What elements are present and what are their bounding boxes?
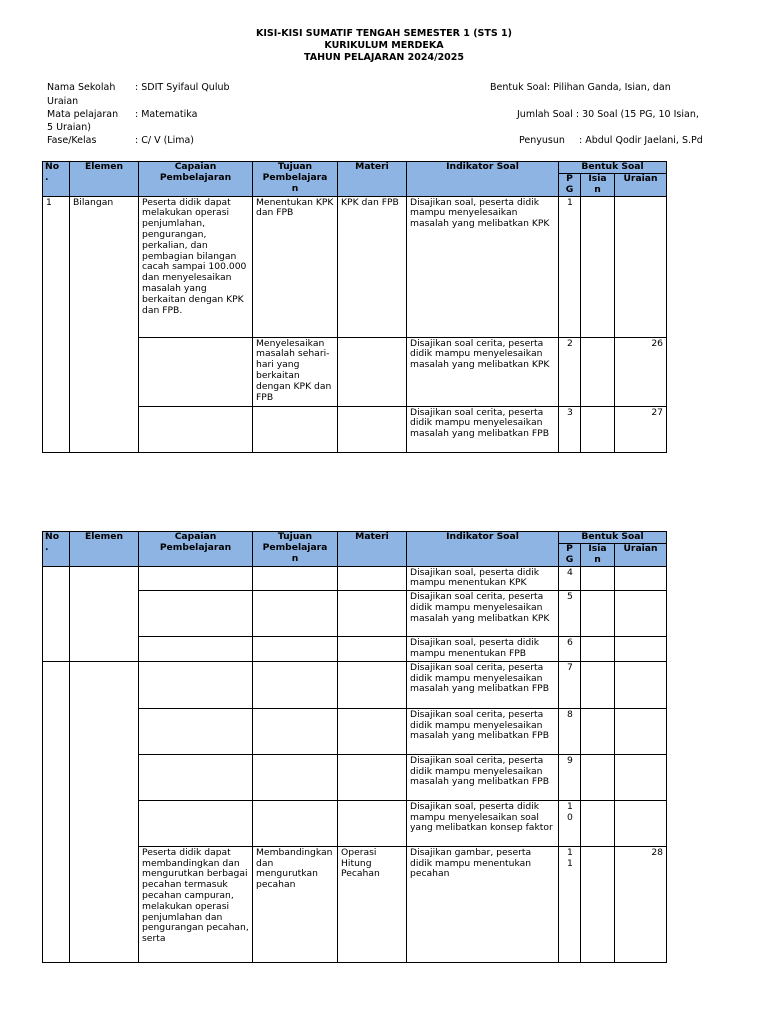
cell-tujuan (253, 591, 338, 637)
cell-uraian: 28 (615, 846, 667, 962)
cell-uraian (615, 196, 667, 337)
table-row (43, 661, 667, 708)
cell-tujuan (253, 406, 338, 452)
header-capaian: Capaian Pembelajaran (139, 162, 253, 197)
cell-pg: 11 (559, 846, 581, 962)
cell-pg: 2 (559, 337, 581, 406)
cell-no: 1 (43, 196, 70, 452)
form-text: Bentuk Soal: Pilihan Ganda, Isian, dan (490, 82, 671, 93)
header-indikator: Indikator Soal (407, 532, 559, 567)
cell-tujuan: Membandingkan dan mengurutkan pecahan (253, 846, 338, 962)
cell-indikator: Disajikan soal, peserta didik mampu menyelesaikan soal yang melibatkan konsep faktor (407, 800, 559, 846)
cell-pg: 5 (559, 591, 581, 637)
cell-materi (338, 708, 407, 754)
header-elemen: Elemen (70, 532, 139, 567)
header-bentuk-soal: Bentuk Soal (559, 532, 667, 544)
cell-uraian: 26 (615, 337, 667, 406)
cell-pg: 3 (559, 406, 581, 452)
cell-capaian: Peserta didik dapat membandingkan dan mengurutkan berbagai pecahan termasuk pecahan campuran, melakukan operasi penjumlahan dan pengurangan pecahan, serta (139, 846, 253, 962)
cell-isian (581, 754, 615, 800)
cell-tujuan (253, 637, 338, 662)
cell-materi: KPK dan FPB (338, 196, 407, 337)
cell-materi: Operasi Hitung Pecahan (338, 846, 407, 962)
cell-indikator: Disajikan soal cerita, peserta didik mampu menyelesaikan masalah yang melibatkan FPB (407, 406, 559, 452)
cell-capaian (139, 800, 253, 846)
header-materi: Materi (338, 532, 407, 567)
cell-indikator: Disajikan gambar, peserta didik mampu menentukan pecahan (407, 846, 559, 962)
cell-isian (581, 566, 615, 591)
cell-indikator: Disajikan soal cerita, peserta didik mampu menyelesaikan masalah yang melibatkan FPB (407, 708, 559, 754)
cell-materi (338, 591, 407, 637)
document-title (0, 28, 768, 64)
cell-uraian (615, 637, 667, 662)
cell-capaian (139, 337, 253, 406)
header-elemen: Elemen (70, 162, 139, 197)
cell-capaian (139, 708, 253, 754)
school-label: Nama Sekolah (47, 82, 116, 93)
count-text-continued: 5 Uraian) (47, 122, 91, 133)
cell-capaian (139, 637, 253, 662)
header-pg: P G (559, 544, 581, 567)
table-row (43, 566, 667, 591)
header-no: No . (43, 532, 70, 567)
cell-isian (581, 661, 615, 708)
cell-materi (338, 337, 407, 406)
grid-table-1 (42, 161, 667, 453)
cell-indikator: Disajikan soal cerita, peserta didik mampu menyelesaikan masalah yang melibatkan KPK (407, 337, 559, 406)
cell-capaian (139, 754, 253, 800)
cell-tujuan (253, 708, 338, 754)
cell-isian (581, 591, 615, 637)
cell-materi (338, 406, 407, 452)
cell-isian (581, 708, 615, 754)
cell-isian (581, 637, 615, 662)
cell-no (43, 661, 70, 962)
cell-elemen (70, 566, 139, 661)
cell-uraian (615, 754, 667, 800)
cell-tujuan: Menentukan KPK dan FPB (253, 196, 338, 337)
header-indikator: Indikator Soal (407, 162, 559, 197)
table-row (43, 196, 667, 337)
cell-capaian: Peserta didik dapat melakukan operasi penjumlahan, pengurangan, perkalian, dan pembagian bilangan cacah sampai 100.000 dan menyelesaikan masalah yang berkaitan dengan KPK dan FPB. (139, 196, 253, 337)
header-uraian: Uraian (615, 174, 667, 197)
school-value: : SDIT Syifaul Qulub (135, 82, 230, 93)
cell-uraian (615, 708, 667, 754)
cell-indikator: Disajikan soal, peserta didik mampu menentukan KPK (407, 566, 559, 591)
cell-tujuan: Menyelesaikan masalah sehari-hari yang berkaitan dengan KPK dan FPB (253, 337, 338, 406)
author-label: Penyusun (519, 135, 565, 146)
header-capaian: Capaian Pembelajaran (139, 532, 253, 567)
cell-indikator: Disajikan soal cerita, peserta didik mampu menyelesaikan masalah yang melibatkan FPB (407, 754, 559, 800)
cell-uraian (615, 661, 667, 708)
cell-pg: 7 (559, 661, 581, 708)
cell-materi (338, 754, 407, 800)
cell-tujuan (253, 800, 338, 846)
count-text: Jumlah Soal : 30 Soal (15 PG, 10 Isian, (517, 109, 699, 120)
cell-isian (581, 196, 615, 337)
cell-pg: 1 (559, 196, 581, 337)
cell-materi (338, 661, 407, 708)
cell-tujuan (253, 754, 338, 800)
cell-uraian (615, 591, 667, 637)
subject-label: Mata pelajaran (47, 109, 119, 120)
cell-tujuan (253, 661, 338, 708)
header-materi: Materi (338, 162, 407, 197)
author-value: : Abdul Qodir Jaelani, S.Pd (579, 135, 703, 146)
cell-pg: 4 (559, 566, 581, 591)
form-text-continued: Uraian (47, 96, 79, 107)
header-isian: Isia n (581, 544, 615, 567)
cell-capaian (139, 661, 253, 708)
cell-isian (581, 406, 615, 452)
header-uraian: Uraian (615, 544, 667, 567)
cell-isian (581, 800, 615, 846)
cell-indikator: Disajikan soal cerita, peserta didik mampu menyelesaikan masalah yang melibatkan FPB (407, 661, 559, 708)
header-bentuk-soal: Bentuk Soal (559, 162, 667, 174)
cell-capaian (139, 591, 253, 637)
cell-elemen (70, 661, 139, 962)
cell-pg: 9 (559, 754, 581, 800)
cell-uraian (615, 800, 667, 846)
cell-isian (581, 846, 615, 962)
subject-value: : Matematika (135, 109, 198, 120)
header-tujuan: Tujuan Pembelajara n (253, 532, 338, 567)
phase-label: Fase/Kelas (47, 135, 97, 146)
cell-indikator: Disajikan soal cerita, peserta didik mampu menyelesaikan masalah yang melibatkan KPK (407, 591, 559, 637)
cell-materi (338, 800, 407, 846)
cell-isian (581, 337, 615, 406)
cell-indikator: Disajikan soal, peserta didik mampu menyelesaikan masalah yang melibatkan KPK (407, 196, 559, 337)
cell-materi (338, 637, 407, 662)
header-tujuan: Tujuan Pembelajara n (253, 162, 338, 197)
header-no: No . (43, 162, 70, 197)
header-pg: P G (559, 174, 581, 197)
header-isian: Isia n (581, 174, 615, 197)
title-line-1: KISI-KISI SUMATIF TENGAH SEMESTER 1 (STS 1) (256, 28, 512, 39)
cell-tujuan (253, 566, 338, 591)
cell-elemen: Bilangan (70, 196, 139, 452)
phase-value: : C/ V (Lima) (135, 135, 195, 146)
cell-capaian (139, 566, 253, 591)
grid-table-2 (42, 531, 667, 963)
cell-no (43, 566, 70, 661)
cell-capaian (139, 406, 253, 452)
cell-pg: 6 (559, 637, 581, 662)
cell-uraian: 27 (615, 406, 667, 452)
cell-pg: 10 (559, 800, 581, 846)
cell-materi (338, 566, 407, 591)
cell-uraian (615, 566, 667, 591)
title-line-2: KURIKULUM MERDEKA (324, 40, 444, 51)
cell-indikator: Disajikan soal, peserta didik mampu menentukan FPB (407, 637, 559, 662)
cell-pg: 8 (559, 708, 581, 754)
title-line-3: TAHUN PELAJARAN 2024/2025 (303, 52, 465, 63)
